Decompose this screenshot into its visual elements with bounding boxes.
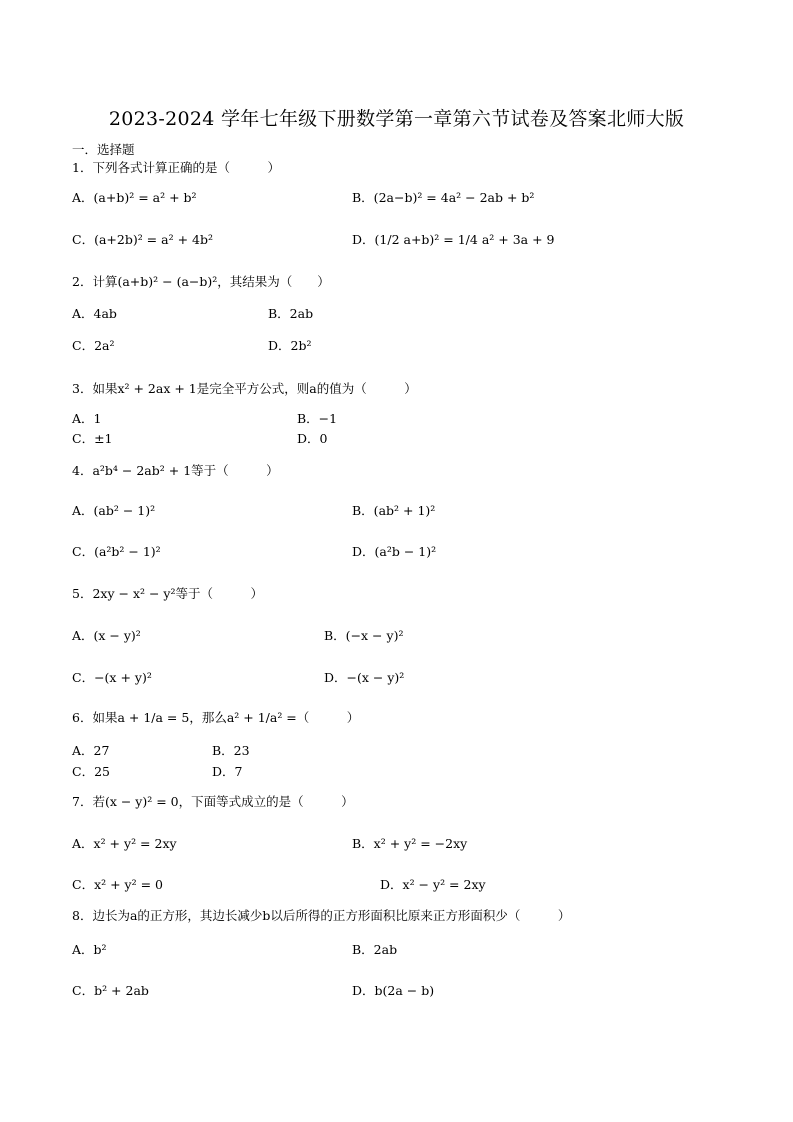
question-7-stem: 7．若(x − y)² = 0，下面等式成立的是（ ） (72, 794, 354, 809)
q8-option-b: B．2ab (352, 942, 398, 957)
q7-option-c: C．x² + y² = 0 (72, 877, 163, 892)
q3-option-a: A．1 (72, 411, 102, 426)
q2-option-d: D．2b² (268, 338, 312, 353)
q7-option-d: D．x² − y² = 2xy (380, 877, 486, 892)
q8-option-c: C．b² + 2ab (72, 983, 149, 998)
q4-option-a: A．(ab² − 1)² (72, 503, 156, 518)
q3-option-b: B．−1 (297, 411, 338, 426)
question-8-stem: 8．边长为a的正方形，其边长减少b以后所得的正方形面积比原来正方形面积少（ ） (72, 908, 571, 923)
question-5-stem: 5．2xy − x² − y²等于（ ） (72, 586, 263, 601)
q6-option-d: D．7 (212, 764, 243, 779)
q4-option-c: C．(a²b² − 1)² (72, 544, 161, 559)
q1-option-c: C．(a+2b)² = a² + 4b² (72, 232, 213, 247)
q4-option-d: D．(a²b − 1)² (352, 544, 437, 559)
question-3-stem: 3．如果x² + 2ax + 1是完全平方公式，则a的值为（ ） (72, 381, 417, 396)
q5-option-d: D．−(x − y)² (324, 670, 405, 685)
question-4-stem: 4．a²b⁴ − 2ab² + 1等于（ ） (72, 463, 279, 478)
q2-option-b: B．2ab (268, 306, 314, 321)
q2-option-a: A．4ab (72, 306, 117, 321)
q6-option-c: C．25 (72, 764, 110, 779)
section-heading: 一．选择题 (72, 142, 135, 157)
q3-option-d: D．0 (297, 431, 328, 446)
q8-option-a: A．b² (72, 942, 107, 957)
q5-option-a: A．(x − y)² (72, 628, 141, 643)
q1-option-b: B．(2a−b)² = 4a² − 2ab + b² (352, 190, 535, 205)
q1-option-d: D．(1/2 a+b)² = 1/4 a² + 3a + 9 (352, 232, 555, 247)
question-1-stem: 1．下列各式计算正确的是（ ） (72, 160, 280, 175)
q5-option-c: C．−(x + y)² (72, 670, 152, 685)
q8-option-d: D．b(2a − b) (352, 983, 435, 998)
q6-option-b: B．23 (212, 743, 250, 758)
question-2-stem: 2．计算(a+b)² − (a−b)²，其结果为（ ） (72, 274, 330, 289)
q5-option-b: B．(−x − y)² (324, 628, 404, 643)
q7-option-a: A．x² + y² = 2xy (72, 836, 177, 851)
q2-option-c: C．2a² (72, 338, 115, 353)
q4-option-b: B．(ab² + 1)² (352, 503, 436, 518)
q3-option-c: C．±1 (72, 431, 113, 446)
q7-option-b: B．x² + y² = −2xy (352, 836, 468, 851)
question-6-stem: 6．如果a + 1/a = 5，那么a² + 1/a² =（ ） (72, 710, 360, 725)
page-title: 2023-2024 学年七年级下册数学第一章第六节试卷及答案北师大版 (108, 108, 685, 130)
q6-option-a: A．27 (72, 743, 110, 758)
q1-option-a: A．(a+b)² = a² + b² (72, 190, 197, 205)
